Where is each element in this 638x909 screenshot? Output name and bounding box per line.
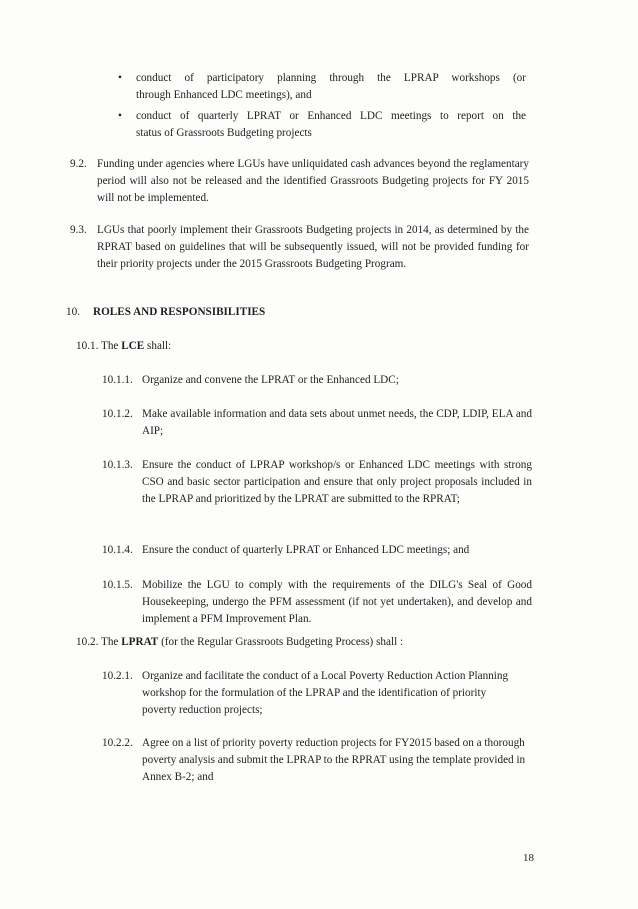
- item-number: 10.1.4.: [102, 544, 133, 556]
- bullet-line: conduct of quarterly LPRAT or Enhanced LDC meetings to report on the: [136, 110, 526, 122]
- bullet-mark: •: [118, 110, 122, 122]
- item-number: 10.2.2.: [102, 737, 133, 749]
- item-text: Make available information and data sets about unmet needs, the CDP, LDIP, ELA and AIP;: [142, 408, 532, 437]
- section-9-2-text: Funding under agencies where LGUs have unliquidated cash advances beyond the reglamentary period will also not be released and the identified Grassroots Budgeting projects for FY 2015 will not be implemented.: [97, 158, 529, 204]
- item-number: 10.1.1.: [102, 374, 133, 386]
- section-number: 9.3.: [70, 224, 87, 236]
- section-heading: ROLES AND RESPONSIBILITIES: [93, 306, 266, 318]
- section-number: 10.1.: [76, 340, 99, 352]
- bullet-line: status of Grassroots Budgeting projects: [136, 127, 312, 139]
- item-text: Organize and convene the LPRAT or the Enhanced LDC;: [142, 374, 399, 386]
- bullet-mark: •: [118, 72, 122, 84]
- section-number: 9.2.: [70, 158, 87, 170]
- item-number: 10.1.2.: [102, 408, 133, 420]
- subsection-10-1: [76, 338, 171, 355]
- item-text: Mobilize the LGU to comply with the requirements of the DILG's Seal of Good Housekeeping, undergo the PFM assessment (if not yet undertaken), and develop and implement a PFM Improvement Plan.: [142, 579, 532, 625]
- subsection-text: The: [100, 340, 122, 352]
- bullet-line: conduct of participatory planning through the LPRAP workshops (or: [136, 72, 526, 84]
- item-number: 10.2.1.: [102, 670, 133, 682]
- item-text: Agree on a list of priority poverty reduction projects for FY2015 based on a thorough poverty analysis and submit the LPRAP to the RPRAT using the template provided in Annex B-2; and: [142, 737, 526, 783]
- item-number: 10.1.5.: [102, 579, 133, 591]
- item-number: 10.1.3.: [102, 459, 133, 471]
- subsection-text: (for the Regular Grassroots Budgeting Process) shall :: [158, 636, 404, 648]
- section-number: 10.: [66, 306, 80, 318]
- item-text: Organize and facilitate the conduct of a Local Poverty Reduction Action Planning workshop for the formulation of the LPRAP and the identification of priority poverty reduction projects;: [142, 670, 509, 716]
- bullet-item-2: [136, 108, 526, 142]
- subsection-text: The: [100, 636, 122, 648]
- item-text: Ensure the conduct of LPRAP workshop/s or Enhanced LDC meetings with strong CSO and basic sector participation and ensure that only project proposals included in the LPRAP and prioritized by the LPRAT are submitted to the RPRAT;: [142, 459, 532, 505]
- section-9-3-text: LGUs that poorly implement their Grassroots Budgeting projects in 2014, as determined by the RPRAT based on guidelines that will be subsequently issued, will not be provided funding for their priority projects under the 2015 Grassroots Budgeting Program.: [97, 224, 529, 270]
- subsection-text: shall:: [144, 340, 172, 352]
- bullet-item-1: [136, 70, 526, 104]
- subsection-bold-term: LPRAT: [121, 636, 159, 648]
- section-number: 10.2.: [76, 636, 99, 648]
- page-number: 18: [523, 852, 534, 864]
- bullet-line: through Enhanced LDC meetings), and: [136, 89, 312, 101]
- subsection-10-2: [76, 634, 403, 651]
- item-text: Ensure the conduct of quarterly LPRAT or Enhanced LDC meetings; and: [142, 544, 470, 556]
- subsection-bold-term: LCE: [121, 340, 145, 352]
